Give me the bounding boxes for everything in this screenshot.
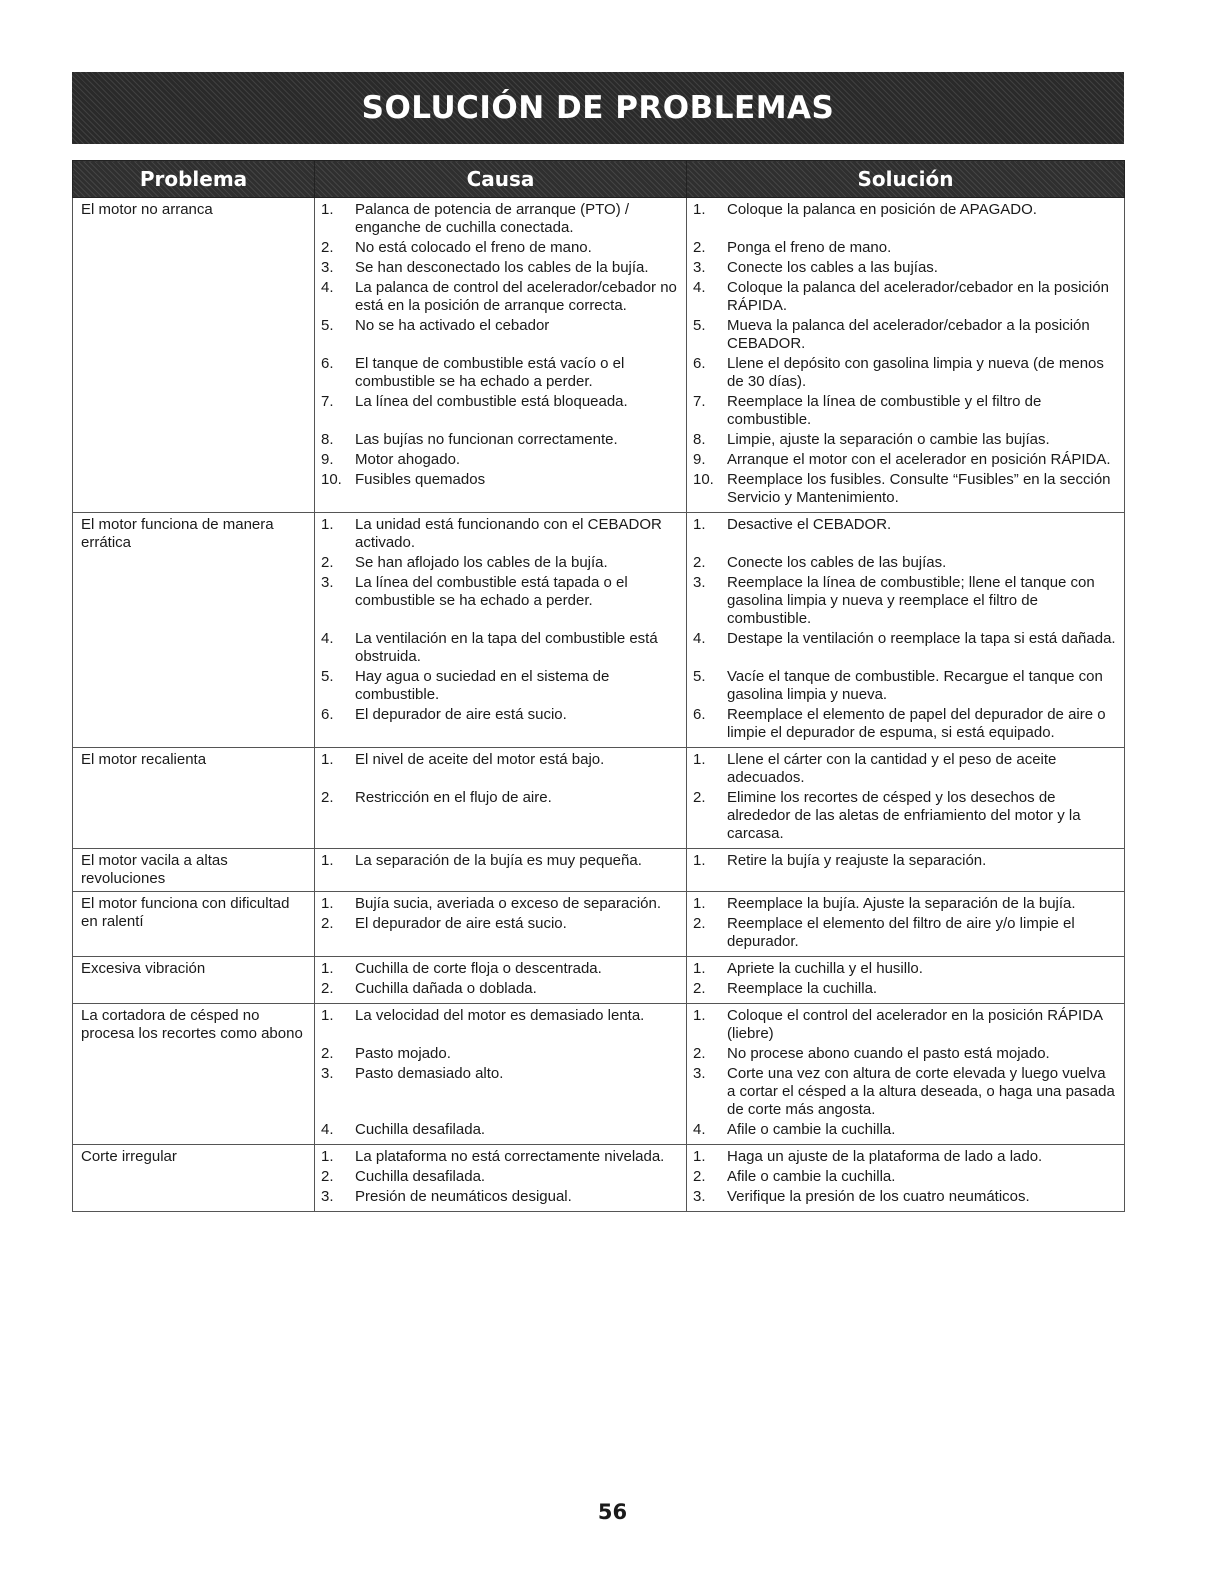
solution-item: [693, 1045, 1118, 1063]
cause-text: La línea del combustible está bloqueada.: [355, 393, 628, 410]
solution-cell: [687, 1004, 1125, 1145]
solution-text: Retire la bujía y reajuste la separación.: [727, 852, 987, 869]
solution-text: Conecte los cables de las bujías.: [727, 554, 947, 571]
problem-cell: El motor recalienta: [73, 748, 315, 849]
cause-item: [321, 751, 680, 787]
cause-cell: [315, 957, 687, 1004]
cause-text: No está colocado el freno de mano.: [355, 239, 592, 256]
item-number: 9.: [693, 451, 706, 468]
solution-item: [693, 668, 1118, 704]
table-row: [73, 748, 1125, 849]
solution-text: Afile o cambie la cuchilla.: [727, 1121, 896, 1138]
cause-item: [321, 471, 680, 507]
solution-text: Reemplace la línea de combustible; llene el tanque con gasolina limpia y nueva y reemplace el filtro de combustible.: [727, 574, 1095, 627]
item-number: 1.: [321, 852, 334, 869]
solution-text: Vacíe el tanque de combustible. Recargue el tanque con gasolina limpia y nueva.: [727, 668, 1103, 703]
cause-cell: [315, 1145, 687, 1212]
solution-item: [693, 431, 1118, 449]
solution-text: Reemplace la línea de combustible y el filtro de combustible.: [727, 393, 1042, 428]
table-header-row: [73, 161, 1125, 198]
solution-cell: [687, 957, 1125, 1004]
solution-item: [693, 317, 1118, 353]
solution-text: Coloque la palanca en posición de APAGADO.: [727, 201, 1037, 218]
cause-item: [321, 239, 680, 257]
solution-text: Haga un ajuste de la plataforma de lado a lado.: [727, 1148, 1043, 1165]
cause-text: El depurador de aire está sucio.: [355, 915, 567, 932]
problem-cell: Excesiva vibración: [73, 957, 315, 1004]
solution-text: Reemplace el elemento de papel del depurador de aire o limpie el depurador de espuma, si está equipado.: [727, 706, 1106, 741]
solution-text: Llene el cárter con la cantidad y el peso de aceite adecuados.: [727, 751, 1057, 786]
item-number: 1.: [321, 960, 334, 977]
cause-text: Pasto mojado.: [355, 1045, 451, 1062]
item-number: 5.: [693, 668, 706, 685]
header-problem: Problema: [73, 161, 315, 198]
item-number: 2.: [321, 239, 334, 256]
solution-item: [693, 706, 1118, 742]
table-row: [73, 849, 1125, 892]
cause-item: [321, 431, 680, 449]
item-number: 1.: [321, 201, 334, 218]
item-number: 2.: [321, 1045, 334, 1062]
cause-item: [321, 259, 680, 277]
cause-text: Cuchilla dañada o doblada.: [355, 980, 537, 997]
solution-item: [693, 1007, 1118, 1043]
item-number: 2.: [321, 789, 334, 806]
item-number: 3.: [693, 1188, 706, 1205]
cause-cell: [315, 1004, 687, 1145]
solution-text: Ponga el freno de mano.: [727, 239, 892, 256]
cause-text: No se ha activado el cebador: [355, 317, 550, 334]
item-number: 6.: [693, 706, 706, 723]
cause-text: Hay agua o suciedad en el sistema de combustible.: [355, 668, 610, 703]
cause-item: [321, 516, 680, 552]
cause-text: Pasto demasiado alto.: [355, 1065, 504, 1082]
item-number: 2.: [693, 1045, 706, 1062]
item-number: 2.: [321, 980, 334, 997]
item-number: 2.: [693, 239, 706, 256]
item-number: 1.: [693, 852, 706, 869]
table-row: [73, 957, 1125, 1004]
solution-item: [693, 279, 1118, 315]
cause-item: [321, 668, 680, 704]
item-number: 1.: [693, 1148, 706, 1165]
solution-item: [693, 751, 1118, 787]
cause-cell: [315, 198, 687, 513]
item-number: 4.: [693, 279, 706, 296]
cause-item: [321, 960, 680, 978]
solution-item: [693, 451, 1118, 469]
solution-text: Afile o cambie la cuchilla.: [727, 1168, 896, 1185]
solution-cell: [687, 849, 1125, 892]
solution-item: [693, 630, 1118, 666]
item-number: 9.: [321, 451, 334, 468]
solution-item: [693, 259, 1118, 277]
item-number: 1.: [321, 751, 334, 768]
cause-text: El nivel de aceite del motor está bajo.: [355, 751, 605, 768]
cause-item: [321, 1148, 680, 1166]
cause-text: El depurador de aire está sucio.: [355, 706, 567, 723]
solution-cell: [687, 748, 1125, 849]
solution-item: [693, 355, 1118, 391]
cause-text: La separación de la bujía es muy pequeña.: [355, 852, 642, 869]
solution-item: [693, 201, 1118, 237]
table-row: [73, 892, 1125, 957]
solution-item: [693, 915, 1118, 951]
item-number: 2.: [693, 554, 706, 571]
cause-text: La unidad está funcionando con el CEBADOR activado.: [355, 516, 662, 551]
item-number: 1.: [693, 201, 706, 218]
cause-cell: [315, 892, 687, 957]
cause-item: [321, 915, 680, 951]
header-cause: Causa: [315, 161, 687, 198]
item-number: 2.: [693, 1168, 706, 1185]
cause-item: [321, 980, 680, 998]
item-number: 5.: [321, 668, 334, 685]
solution-item: [693, 960, 1118, 978]
solution-cell: [687, 513, 1125, 748]
cause-item: [321, 1188, 680, 1206]
cause-text: Palanca de potencia de arranque (PTO) / enganche de cuchilla conectada.: [355, 201, 630, 236]
solution-item: [693, 1065, 1118, 1119]
page-number: 56: [597, 1500, 628, 1524]
problem-cell: El motor funciona de manera errática: [73, 513, 315, 748]
solution-text: Llene el depósito con gasolina limpia y nueva (de menos de 30 días).: [727, 355, 1104, 390]
solution-text: Corte una vez con altura de corte elevada y luego vuelva a cortar el césped a la altura deseada, o haga una pasada de corte más angosta.: [727, 1065, 1115, 1118]
item-number: 4.: [321, 1121, 334, 1138]
item-number: 5.: [321, 317, 334, 334]
table-row: [73, 1004, 1125, 1145]
solution-item: [693, 554, 1118, 572]
cause-item: [321, 706, 680, 742]
cause-item: [321, 789, 680, 843]
cause-item: [321, 279, 680, 315]
cause-text: Restricción en el flujo de aire.: [355, 789, 552, 806]
item-number: 3.: [693, 1065, 706, 1082]
item-number: 2.: [693, 915, 706, 932]
item-number: 2.: [693, 789, 706, 806]
table-body: [73, 198, 1125, 1212]
solution-text: Conecte los cables a las bujías.: [727, 259, 938, 276]
table-row: [73, 198, 1125, 513]
cause-cell: [315, 513, 687, 748]
cause-text: Las bujías no funcionan correctamente.: [355, 431, 618, 448]
item-number: 1.: [693, 751, 706, 768]
item-number: 2.: [693, 980, 706, 997]
solution-item: [693, 516, 1118, 552]
solution-item: [693, 1121, 1118, 1139]
solution-text: Coloque la palanca del acelerador/cebador en la posición RÁPIDA.: [727, 279, 1109, 314]
cause-text: La línea del combustible está tapada o el combustible se ha echado a perder.: [355, 574, 628, 609]
solution-text: Mueva la palanca del acelerador/cebador a la posición CEBADOR.: [727, 317, 1090, 352]
table-row: [73, 513, 1125, 748]
solution-item: [693, 1148, 1118, 1166]
title-banner: [72, 72, 1124, 144]
item-number: 8.: [321, 431, 334, 448]
item-number: 1.: [321, 895, 334, 912]
solution-text: Reemplace la cuchilla.: [727, 980, 878, 997]
cause-text: La plataforma no está correctamente nivelada.: [355, 1148, 665, 1165]
cause-cell: [315, 849, 687, 892]
cause-text: Motor ahogado.: [355, 451, 461, 468]
item-number: 6.: [693, 355, 706, 372]
item-number: 7.: [693, 393, 706, 410]
item-number: 8.: [693, 431, 706, 448]
header-solution: Solución: [687, 161, 1125, 198]
item-number: 1.: [693, 895, 706, 912]
problem-cell: La cortadora de césped no procesa los recortes como abono: [73, 1004, 315, 1145]
item-number: 1.: [693, 1007, 706, 1024]
item-number: 1.: [321, 1148, 334, 1165]
solution-item: [693, 789, 1118, 843]
solution-text: Verifique la presión de los cuatro neumáticos.: [727, 1188, 1030, 1205]
item-number: 4.: [321, 279, 334, 296]
cause-item: [321, 852, 680, 870]
item-number: 1.: [321, 516, 334, 533]
cause-text: Cuchilla desafilada.: [355, 1121, 486, 1138]
cause-item: [321, 895, 680, 913]
cause-text: Presión de neumáticos desigual.: [355, 1188, 572, 1205]
solution-text: Reemplace la bujía. Ajuste la separación de la bujía.: [727, 895, 1076, 912]
cause-item: [321, 393, 680, 429]
item-number: 3.: [321, 1188, 334, 1205]
cause-item: [321, 355, 680, 391]
cause-text: Cuchilla desafilada.: [355, 1168, 486, 1185]
cause-item: [321, 630, 680, 666]
cause-text: La velocidad del motor es demasiado lenta.: [355, 1007, 645, 1024]
item-number: 3.: [321, 1065, 334, 1082]
cause-cell: [315, 748, 687, 849]
cause-item: [321, 451, 680, 469]
cause-text: Fusibles quemados: [355, 471, 486, 488]
solution-item: [693, 980, 1118, 998]
item-number: 10.: [693, 471, 714, 488]
item-number: 3.: [321, 259, 334, 276]
problem-cell: El motor no arranca: [73, 198, 315, 513]
item-number: 7.: [321, 393, 334, 410]
solution-item: [693, 471, 1118, 507]
solution-item: [693, 239, 1118, 257]
solution-item: [693, 1168, 1118, 1186]
item-number: 6.: [321, 355, 334, 372]
solution-cell: [687, 892, 1125, 957]
cause-item: [321, 554, 680, 572]
cause-text: Bujía sucia, averiada o exceso de separación.: [355, 895, 662, 912]
solution-text: Coloque el control del acelerador en la posición RÁPIDA (liebre): [727, 1007, 1103, 1042]
item-number: 3.: [693, 574, 706, 591]
solution-item: [693, 574, 1118, 628]
cause-item: [321, 1065, 680, 1119]
solution-text: No procese abono cuando el pasto está mojado.: [727, 1045, 1050, 1062]
item-number: 2.: [321, 915, 334, 932]
solution-item: [693, 1188, 1118, 1206]
solution-cell: [687, 198, 1125, 513]
item-number: 10.: [321, 471, 342, 488]
problem-cell: El motor vacila a altas revoluciones: [73, 849, 315, 892]
cause-item: [321, 201, 680, 237]
solution-text: Apriete la cuchilla y el husillo.: [727, 960, 923, 977]
item-number: 5.: [693, 317, 706, 334]
cause-text: La palanca de control del acelerador/cebador no está en la posición de arranque correcta.: [355, 279, 677, 314]
cause-text: Cuchilla de corte floja o descentrada.: [355, 960, 602, 977]
item-number: 4.: [693, 1121, 706, 1138]
cause-item: [321, 1007, 680, 1043]
item-number: 6.: [321, 706, 334, 723]
solution-text: Reemplace el elemento del filtro de aire y/o limpie el depurador.: [727, 915, 1075, 950]
cause-item: [321, 574, 680, 628]
solution-text: Limpie, ajuste la separación o cambie las bujías.: [727, 431, 1050, 448]
cause-item: [321, 1121, 680, 1139]
item-number: 2.: [321, 1168, 334, 1185]
solution-item: [693, 393, 1118, 429]
cause-item: [321, 1045, 680, 1063]
solution-text: Destape la ventilación o reemplace la tapa si está dañada.: [727, 630, 1116, 647]
solution-cell: [687, 1145, 1125, 1212]
cause-text: El tanque de combustible está vacío o el combustible se ha echado a perder.: [355, 355, 625, 390]
page-title: SOLUCIÓN DE PROBLEMAS: [361, 90, 835, 126]
cause-item: [321, 1168, 680, 1186]
troubleshooting-table: [72, 160, 1125, 1212]
solution-item: [693, 852, 1118, 870]
solution-text: Desactive el CEBADOR.: [727, 516, 892, 533]
item-number: 3.: [693, 259, 706, 276]
item-number: 1.: [693, 960, 706, 977]
solution-text: Elimine los recortes de césped y los desechos de alrededor de las aletas de enfriamiento del motor y la carcasa.: [727, 789, 1081, 842]
solution-text: Reemplace los fusibles. Consulte “Fusibles” en la sección Servicio y Mantenimiento.: [727, 471, 1111, 506]
solution-text: Arranque el motor con el acelerador en posición RÁPIDA.: [727, 451, 1111, 468]
cause-text: Se han desconectado los cables de la bujía.: [355, 259, 649, 276]
item-number: 4.: [321, 630, 334, 647]
problem-cell: El motor funciona con dificultad en ralentí: [73, 892, 315, 957]
item-number: 2.: [321, 554, 334, 571]
cause-item: [321, 317, 680, 353]
cause-text: La ventilación en la tapa del combustible está obstruida.: [355, 630, 658, 665]
problem-cell: Corte irregular: [73, 1145, 315, 1212]
cause-text: Se han aflojado los cables de la bujía.: [355, 554, 608, 571]
item-number: 1.: [693, 516, 706, 533]
item-number: 1.: [321, 1007, 334, 1024]
item-number: 3.: [321, 574, 334, 591]
solution-item: [693, 895, 1118, 913]
item-number: 4.: [693, 630, 706, 647]
table-row: [73, 1145, 1125, 1212]
